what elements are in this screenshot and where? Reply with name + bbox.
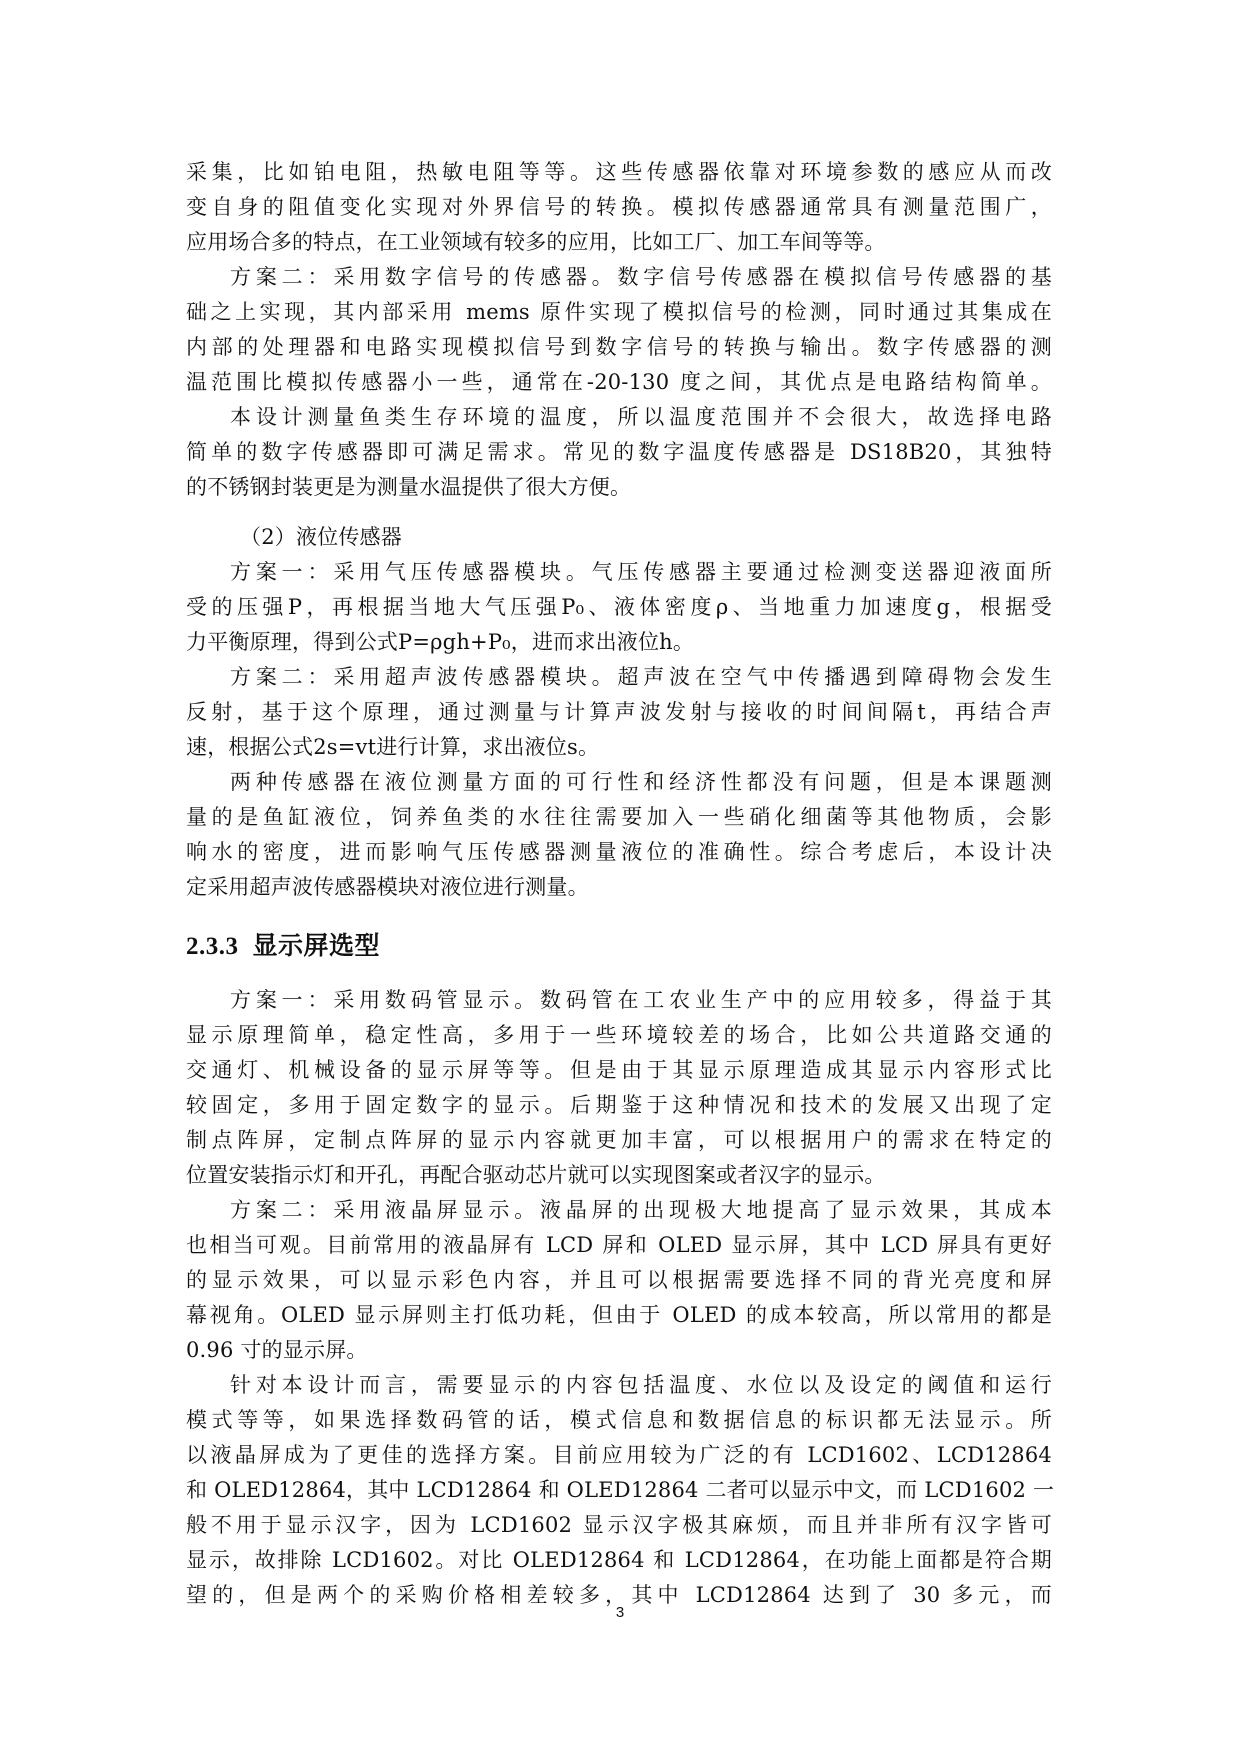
paragraph-pressure-sensor-option	[186, 555, 1052, 660]
text-line: 方案二：采用超声波传感器模块。超声波在空气中传播遇到障碍物会发生	[230, 665, 1052, 689]
text-line: 般不用于显示汉字，因为 LCD1602 显示汉字极其麻烦，而且并非所有汉字皆可	[186, 1513, 1052, 1537]
paragraph-digital-sensor-option	[186, 260, 1052, 400]
text-line: 受的压强P，再根据当地大气压强P₀、液体密度ρ、当地重力加速度g，根据受	[186, 595, 1052, 619]
paragraph-display-conclusion	[186, 1368, 1055, 1613]
text-line: 应用场合多的特点，在工业领域有较多的应用，比如工厂、加工车间等等。	[186, 230, 886, 254]
subheading-liquid-level-sensor: （2）液位传感器	[240, 525, 402, 549]
paragraph-temperature-conclusion	[186, 400, 1052, 505]
text-line: 的显示效果，可以显示彩色内容，并且可以根据需要选择不同的背光亮度和屏	[186, 1268, 1052, 1292]
text-line: 以液晶屏成为了更佳的选择方案。目前应用较为广泛的有 LCD1602、LCD12864	[186, 1443, 1052, 1467]
page-number: 3	[615, 1604, 625, 1621]
text-line: 望的，但是两个的采购价格相差较多，其中 LCD12864 达到了 30 多元，而	[186, 1583, 1052, 1607]
text-line: 也相当可观。目前常用的液晶屏有 LCD 屏和 OLED 显示屏，其中 LCD 屏具有更好	[186, 1233, 1052, 1257]
paragraph-analog-sensor	[186, 155, 1052, 260]
display-selection-section	[186, 983, 1055, 1613]
text-line: 模式等等，如果选择数码管的话，模式信息和数据信息的标识都无法显示。所	[186, 1408, 1052, 1432]
text-line: 和 OLED12864，其中 LCD12864 和 OLED12864 二者可以显示中文，而 LCD1602 一	[186, 1478, 1055, 1502]
text-line: 显示原理简单，稳定性高，多用于一些环境较差的场合，比如公共道路交通的	[186, 1023, 1052, 1047]
text-line: 方案一：采用气压传感器模块。气压传感器主要通过检测变送器迎液面所	[230, 560, 1052, 584]
text-line: 方案一：采用数码管显示。数码管在工农业生产中的应用较多，得益于其	[230, 988, 1052, 1012]
text-line: 量的是鱼缸液位，饲养鱼类的水往往需要加入一些硝化细菌等其他物质，会影	[186, 805, 1052, 829]
text-line: 幕视角。OLED 显示屏则主打低功耗，但由于 OLED 的成本较高，所以常用的都是	[186, 1303, 1052, 1327]
text-line: 交通灯、机械设备的显示屏等等。但是由于其显示原理造成其显示内容形式比	[186, 1058, 1052, 1082]
text-line: 采集，比如铂电阻，热敏电阻等等。这些传感器依靠对环境参数的感应从而改	[186, 160, 1052, 184]
liquid-level-sensor-section	[186, 520, 1052, 905]
text-line: 反射，基于这个原理，通过测量与计算声波发射与接收的时间间隔t，再结合声	[186, 700, 1052, 724]
text-line: 变自身的阻值变化实现对外界信号的转换。模拟传感器通常具有测量范围广，	[186, 195, 1052, 219]
text-line: 针对本设计而言，需要显示的内容包括温度、水位以及设定的阈值和运行	[230, 1373, 1052, 1397]
text-line: 内部的处理器和电路实现模拟信号到数字信号的转换与输出。数字传感器的测	[186, 335, 1052, 359]
text-line: 本设计测量鱼类生存环境的温度，所以温度范围并不会很大，故选择电路	[230, 405, 1052, 429]
paragraph-liquid-level-conclusion	[186, 765, 1052, 905]
text-line: 简单的数字传感器即可满足需求。常见的数字温度传感器是 DS18B20，其独特	[186, 440, 1052, 464]
section-number: 2.3.3	[186, 933, 239, 960]
paragraph-lcd-option	[186, 1193, 1052, 1368]
text-line: 的不锈钢封装更是为测量水温提供了很大方便。	[186, 475, 632, 499]
text-line: 两种传感器在液位测量方面的可行性和经济性都没有问题，但是本课题测	[230, 770, 1052, 794]
section-title: 显示屏选型	[252, 933, 381, 960]
text-line: 速，根据公式2s=vt进行计算，求出液位s。	[186, 735, 600, 759]
text-line: 方案二：采用液晶屏显示。液晶屏的出现极大地提高了显示效果，其成本	[230, 1198, 1052, 1222]
text-line: 位置安装指示灯和开孔，再配合驱动芯片就可以实现图案或者汉字的显示。	[186, 1163, 886, 1187]
text-line: 响水的密度，进而影响气压传感器测量液位的准确性。综合考虑后，本设计决	[186, 840, 1052, 864]
text-line: 显示，故排除 LCD1602。对比 OLED12864 和 LCD12864，在功能上面都是符合期	[186, 1548, 1052, 1572]
text-line: 较固定，多用于固定数字的显示。后期鉴于这种情况和技术的发展又出现了定	[186, 1093, 1052, 1117]
section-heading	[186, 926, 380, 962]
paragraph-ultrasonic-sensor-option	[186, 660, 1052, 765]
text-line: 方案二：采用数字信号的传感器。数字信号传感器在模拟信号传感器的基	[230, 265, 1052, 289]
text-line: 定采用超声波传感器模块对液位进行测量。	[186, 875, 589, 899]
text-line: 制点阵屏，定制点阵屏的显示内容就更加丰富，可以根据用户的需求在特定的	[186, 1128, 1052, 1152]
text-line: 0.96 寸的显示屏。	[186, 1338, 368, 1362]
temperature-sensor-section	[186, 155, 1052, 505]
text-line: 础之上实现，其内部采用 mems 原件实现了模拟信号的检测，同时通过其集成在	[186, 300, 1052, 324]
text-line: 力平衡原理，得到公式P=ρgh+P₀，进而求出液位h。	[186, 630, 695, 654]
paragraph-led-digit-option	[186, 983, 1052, 1193]
text-line: 温范围比模拟传感器小一些，通常在-20-130 度之间，其优点是电路结构简单。	[186, 370, 1052, 394]
